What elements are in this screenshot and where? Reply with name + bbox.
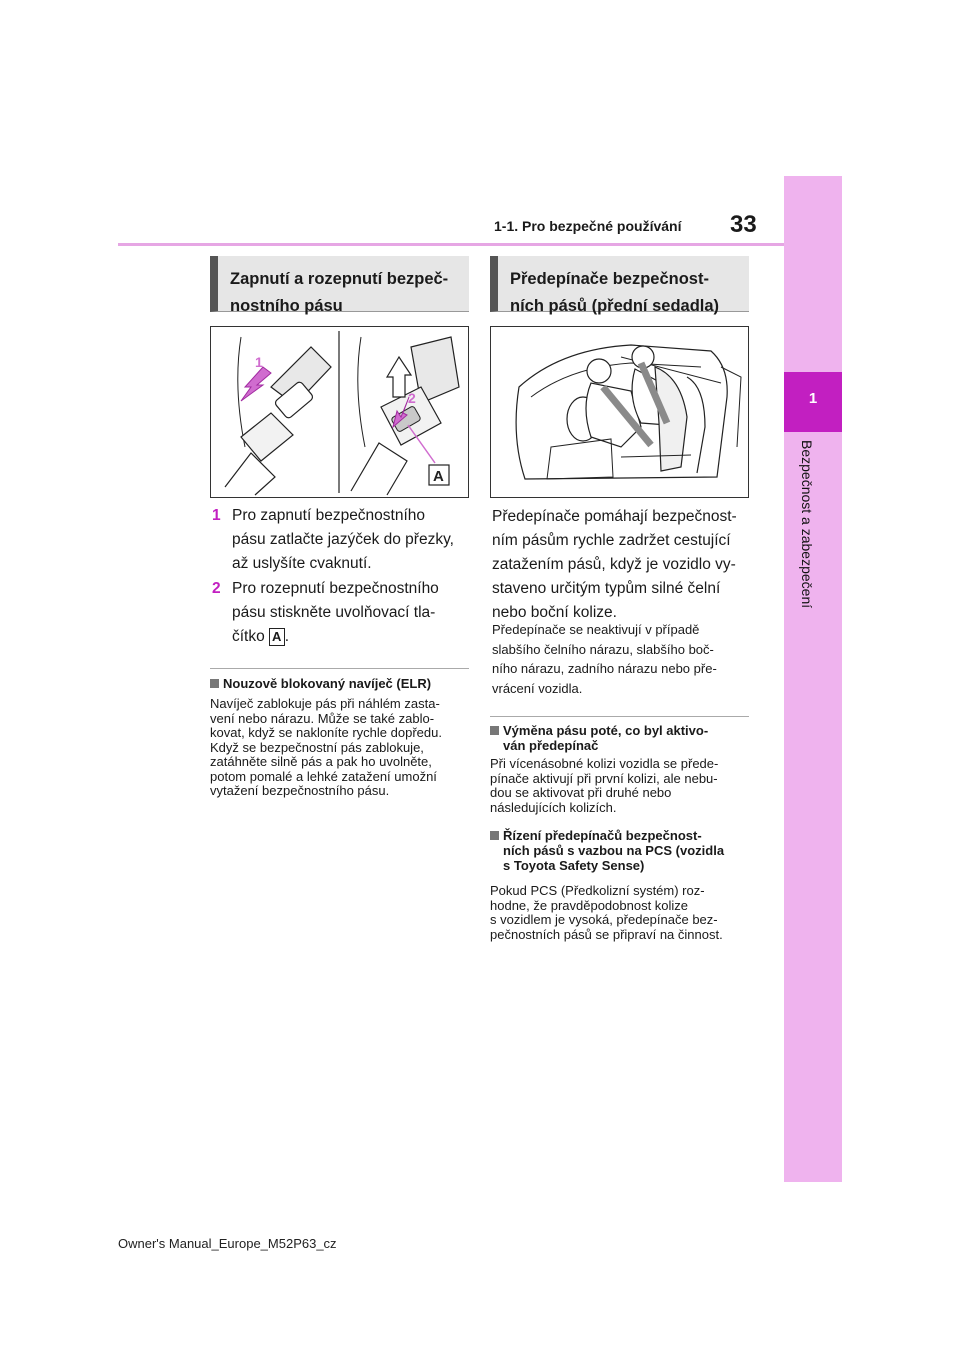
section-divider: [490, 716, 749, 717]
footer-manual-id: Owner's Manual_Europe_M52P63_cz: [118, 1236, 337, 1251]
note-line: zatáhněte silně pás a pak ho uvolněte,: [210, 754, 432, 769]
heading-line: Předepínače bezpečnost-: [510, 270, 709, 288]
square-bullet-icon: [210, 679, 219, 688]
step-release: [212, 577, 472, 649]
pcs-note-title: [490, 828, 752, 873]
note-line: následujících kolizích.: [490, 799, 617, 815]
pretensioner-description: [492, 505, 754, 625]
note-title-text: ván předepínač: [503, 738, 599, 753]
note-line: hodne, že pravděpodobnost kolize: [490, 897, 689, 913]
note-title-text: Výměna pásu poté, co byl aktivo-: [503, 723, 709, 738]
note-title-text: Nouzově blokovaný navíječ (ELR): [223, 676, 432, 691]
pretensioner-car-illustration: [490, 326, 749, 498]
body-line: nebo boční kolize.: [492, 604, 617, 621]
note-line: slabšího čelního nárazu, slabšího boč-: [492, 641, 714, 657]
button-a-badge: A: [269, 628, 285, 646]
section-heading-pretensioner: [490, 256, 749, 315]
section-title: 1-1. Pro bezpečné používání: [494, 218, 682, 234]
step-number: 1: [212, 507, 221, 524]
step-line: pásu stiskněte uvolňovací tla-: [232, 604, 436, 621]
replace-note-title: [490, 723, 752, 753]
note-line: Navíječ zablokuje pás při náhlém zasta-: [210, 696, 440, 711]
note-line: vení nebo nárazu. Může se také zablo-: [210, 710, 435, 726]
body-line: ním pásům rychle zadržet cestující: [492, 532, 731, 549]
buckle-drawing: [211, 327, 468, 497]
chapter-number: 1: [808, 390, 818, 407]
note-line: vytažení bezpečnostního pásu.: [210, 783, 390, 798]
step-line-last: [232, 625, 472, 649]
step-fasten: [212, 504, 472, 576]
body-line: staveno určitým typům silné čelní: [492, 580, 721, 597]
header-rule: [118, 243, 784, 246]
note-line: vrácení vozidla.: [492, 680, 583, 696]
step-line: Pro zapnutí bezpečnostního: [232, 507, 426, 524]
chapter-label: Bezpečnost a zabezpečení: [799, 440, 815, 609]
replace-note-body: [490, 757, 752, 815]
section-divider: [210, 668, 469, 669]
step-line-text: čítko: [232, 628, 265, 645]
square-bullet-icon: [490, 726, 499, 735]
note-line: pečnostních pásů se připraví na činnost.: [490, 926, 723, 942]
body-line: Předepínače pomáhají bezpečnost-: [492, 508, 737, 525]
step-line-suffix: .: [284, 628, 290, 645]
note-line: s vozidlem je vysoká, předepínače bez-: [490, 912, 718, 927]
pretensioner-note: [492, 620, 754, 698]
step-number: 2: [212, 580, 221, 597]
note-line: Předepínače se neaktivují v případě: [492, 622, 700, 637]
note-title-text: ních pásů s vazbou na PCS (vozidla: [503, 843, 725, 858]
note-line: Pokud PCS (Předkolizní systém) roz-: [490, 883, 705, 898]
car-interior-drawing: [491, 327, 748, 497]
elr-note-body: [210, 697, 472, 799]
figure-label-2: 2: [408, 390, 416, 406]
note-line: Když se bezpečnostní pás zablokuje,: [210, 739, 424, 755]
note-line: Při vícenásobné kolizi vozidla se přede-: [490, 756, 719, 771]
heading-line: ních pásů (přední sedadla): [510, 297, 720, 315]
heading-line: Zapnutí a rozepnutí bezpeč-: [230, 270, 449, 288]
step-line: pásu zatlačte jazýček do přezky,: [232, 531, 454, 548]
elr-note-title: [210, 676, 470, 691]
note-title-text: s Toyota Safety Sense): [503, 858, 645, 873]
figure-label-a: A: [433, 468, 444, 485]
note-line: kovat, když se nakloníte rychle dopředu.: [210, 725, 442, 740]
note-title-text: Řízení předepínačů bezpečnost-: [503, 828, 702, 843]
note-line: potom pomalé a lehké zatažení umožní: [210, 768, 437, 784]
square-bullet-icon: [490, 831, 499, 840]
step-line: až uslyšíte cvaknutí.: [232, 555, 372, 572]
note-line: ního nárazu, zadního nárazu nebo pře-: [492, 661, 717, 676]
section-heading-buckle: [210, 256, 469, 315]
page-number: 33: [730, 211, 757, 238]
pcs-note-body: [490, 884, 752, 942]
note-line: dou se aktivovat při druhé nebo: [490, 785, 672, 800]
step-line: Pro rozepnutí bezpečnostního: [232, 580, 439, 597]
body-line: zatažením pásů, když je vozidlo vy-: [492, 556, 736, 573]
note-line: pínače aktivují při první kolizi, ale nebu-: [490, 770, 718, 786]
seatbelt-buckle-illustration: [210, 326, 469, 498]
figure-label-1: 1: [255, 354, 263, 370]
heading-line: nostního pásu: [230, 297, 343, 315]
